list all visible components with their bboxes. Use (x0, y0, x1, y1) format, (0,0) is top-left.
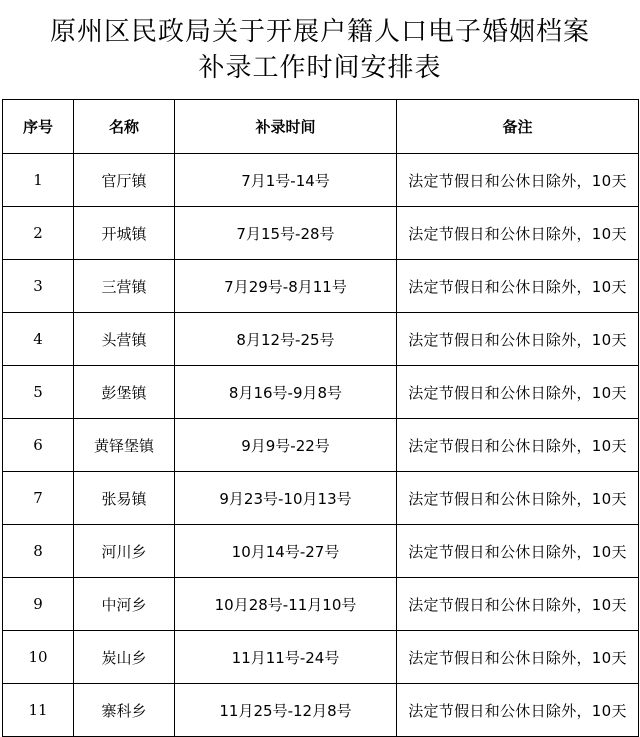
row-index: 6 (3, 419, 74, 472)
row-time: 11月11号-24号 (175, 631, 397, 684)
row-time: 9月9号-22号 (175, 419, 397, 472)
row-time: 7月1号-14号 (175, 154, 397, 207)
row-name: 头营镇 (74, 313, 175, 366)
row-note: 法定节假日和公休日除外，10天 (397, 684, 639, 737)
row-time: 7月29号-8月11号 (175, 260, 397, 313)
table-row (3, 684, 639, 737)
header-note: 备注 (397, 100, 639, 154)
table-row (3, 578, 639, 631)
row-time: 7月15号-28号 (175, 207, 397, 260)
row-note: 法定节假日和公休日除外，10天 (397, 366, 639, 419)
row-index: 8 (3, 525, 74, 578)
table-row (3, 154, 639, 207)
row-name: 河川乡 (74, 525, 175, 578)
table-row (3, 260, 639, 313)
row-index: 10 (3, 631, 74, 684)
table-row (3, 207, 639, 260)
row-name: 官厅镇 (74, 154, 175, 207)
row-note: 法定节假日和公休日除外，10天 (397, 472, 639, 525)
row-time: 8月16号-9月8号 (175, 366, 397, 419)
table-row (3, 366, 639, 419)
row-index: 1 (3, 154, 74, 207)
row-time: 9月23号-10月13号 (175, 472, 397, 525)
row-note: 法定节假日和公休日除外，10天 (397, 207, 639, 260)
table-row (3, 525, 639, 578)
row-index: 3 (3, 260, 74, 313)
row-note: 法定节假日和公休日除外，10天 (397, 313, 639, 366)
row-name: 三营镇 (74, 260, 175, 313)
row-note: 法定节假日和公休日除外，10天 (397, 154, 639, 207)
row-index: 2 (3, 207, 74, 260)
schedule-table (2, 99, 639, 737)
row-time: 10月14号-27号 (175, 525, 397, 578)
header-time: 补录时间 (175, 100, 397, 154)
row-name: 寨科乡 (74, 684, 175, 737)
row-note: 法定节假日和公休日除外，10天 (397, 525, 639, 578)
table-header-row (3, 100, 639, 154)
table-row (3, 472, 639, 525)
row-index: 7 (3, 472, 74, 525)
row-name: 张易镇 (74, 472, 175, 525)
header-index: 序号 (3, 100, 74, 154)
row-index: 9 (3, 578, 74, 631)
row-note: 法定节假日和公休日除外，10天 (397, 631, 639, 684)
row-name: 黄铎堡镇 (74, 419, 175, 472)
row-note: 法定节假日和公休日除外，10天 (397, 419, 639, 472)
row-index: 11 (3, 684, 74, 737)
row-name: 中河乡 (74, 578, 175, 631)
table-row (3, 313, 639, 366)
table-row (3, 631, 639, 684)
row-time: 11月25号-12月8号 (175, 684, 397, 737)
title-line-2: 补录工作时间安排表 (198, 52, 442, 83)
row-note: 法定节假日和公休日除外，10天 (397, 578, 639, 631)
header-name: 名称 (74, 100, 175, 154)
document-title (0, 0, 640, 99)
row-name: 炭山乡 (74, 631, 175, 684)
title-line-1: 原州区民政局关于开展户籍人口电子婚姻档案 (49, 16, 590, 47)
row-index: 5 (3, 366, 74, 419)
row-time: 10月28号-11月10号 (175, 578, 397, 631)
table-row (3, 419, 639, 472)
row-index: 4 (3, 313, 74, 366)
row-time: 8月12号-25号 (175, 313, 397, 366)
row-name: 彭堡镇 (74, 366, 175, 419)
row-name: 开城镇 (74, 207, 175, 260)
row-note: 法定节假日和公休日除外，10天 (397, 260, 639, 313)
